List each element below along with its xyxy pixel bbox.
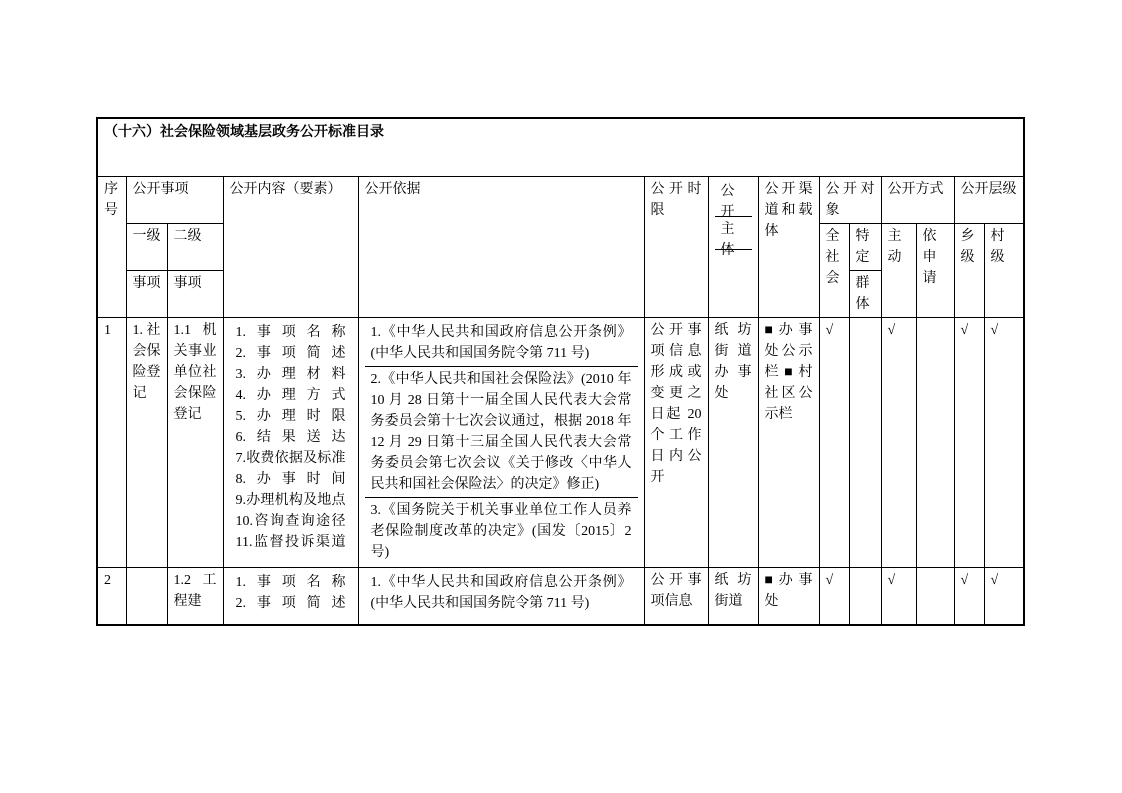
content-list [230,320,352,555]
content-item: 3.办理材料 [235,367,346,382]
cell-time-limit: 公开事项信息形成或变更之日起 20 个工作日内公开 [644,318,708,568]
cell-seq: 1 [97,318,126,568]
cell-content-elements [223,568,358,625]
col-header-audience-specific-top: 特定 [849,224,881,271]
content-item: 4.办理方式 [235,388,346,403]
content-item: 11.监督投诉渠道 [235,535,346,550]
col-header-time-limit: 公开时限 [644,177,708,318]
col-header-content: 公开内容（要素） [223,177,358,318]
content-list [230,570,352,616]
basis-item: 2.《中华人民共和国社会保险法》(2010 年 10 月 28 日第十一届全国人民代表大会常务委员会第十七次会议通过，根据 2018 年 12 月 29 日第十三届全国人民代表大会常务委员会第七次会议《关于修改〈中华人民共和国社会保险法〉的决定》修正) [365,367,638,498]
cell-subject: 纸坊街道 [708,568,758,625]
cell-level1-matter: 1.社会保险登记 [126,318,167,568]
cell-check-township: √ [954,318,984,568]
col-header-level1-top: 一级 [126,224,167,271]
table-row [97,318,1024,568]
col-header-audience-all: 全社会 [819,224,849,318]
content-item: 2.事项简述 [235,346,346,361]
cell-check-on-request [916,568,954,625]
cell-time-limit: 公开事项信息 [644,568,708,625]
col-header-method-active: 主动 [881,224,916,318]
content-item: 2.事项简述 [235,596,346,611]
col-header-basis: 公开依据 [358,177,644,318]
cell-check-on-request [916,318,954,568]
col-header-subject-bottom: 主体 [715,217,752,250]
col-header-level2-top: 二级 [167,224,223,271]
cell-check-specific-group [849,318,881,568]
col-header-channel: 公开渠道和载体 [758,177,819,318]
cell-basis [358,568,644,625]
col-header-method-on-request: 依申请 [916,224,954,318]
content-item: 6.结果送达 [235,430,346,445]
cell-check-active: √ [881,318,916,568]
col-header-subject [708,177,758,318]
cell-seq: 2 [97,568,126,625]
cell-check-village: √ [984,568,1024,625]
col-header-seq: 序号 [97,177,126,318]
basis-item: 1.《中华人民共和国政府信息公开条例》(中华人民共和国国务院令第 711 号) [370,575,632,611]
content-item: 1.事项名称 [235,575,346,590]
cell-level2-matter: 1.1 机关事业单位社会保险登记 [167,318,223,568]
cell-check-all-society: √ [819,568,849,625]
content-item: 10.咨询查询途径 [235,514,346,529]
header-row-1 [97,177,1024,224]
cell-level2-matter: 1.2 工程建 [167,568,223,625]
col-header-method: 公开方式 [881,177,954,224]
table-title: （十六）社会保险领域基层政务公开标准目录 [97,118,1024,177]
cell-check-village: √ [984,318,1024,568]
table-row [97,568,1024,625]
col-header-level1-bottom: 事项 [126,271,167,318]
col-header-open-matters: 公开事项 [126,177,223,224]
content-item: 7.收费依据及标准 [235,451,346,466]
cell-check-all-society: √ [819,318,849,568]
col-header-level-township: 乡级 [954,224,984,318]
cell-level1-matter [126,568,167,625]
col-header-audience: 公开对象 [819,177,881,224]
cell-channel: ■办事处 [758,568,819,625]
col-header-level2-bottom: 事项 [167,271,223,318]
cell-basis [358,318,644,568]
cell-subject: 纸坊街道办事处 [708,318,758,568]
col-header-subject-top: 公开 [715,179,752,217]
cell-check-active: √ [881,568,916,625]
cell-check-specific-group [849,568,881,625]
content-item: 8.办事时间 [235,472,346,487]
content-item: 1.事项名称 [235,325,346,340]
content-item: 5.办理时限 [235,409,346,424]
col-header-audience-specific-bottom: 群体 [849,271,881,318]
content-item: 9.办理机构及地点 [235,493,346,508]
subject-header-stack [715,179,752,258]
col-header-level: 公开层级 [954,177,1024,224]
cell-channel: ■办事处公示栏■村社区公示栏 [758,318,819,568]
col-header-level-village: 村级 [984,224,1024,318]
basis-item: 3.《国务院关于机关事业单位工作人员养老保险制度改革的决定》(国发〔2015〕2 号) [370,503,632,560]
basis-item: 1.《中华人民共和国政府信息公开条例》(中华人民共和国国务院令第 711 号) [365,320,638,367]
standard-directory-table [96,117,1025,626]
cell-content-elements [223,318,358,568]
title-row [97,118,1024,177]
cell-check-township: √ [954,568,984,625]
